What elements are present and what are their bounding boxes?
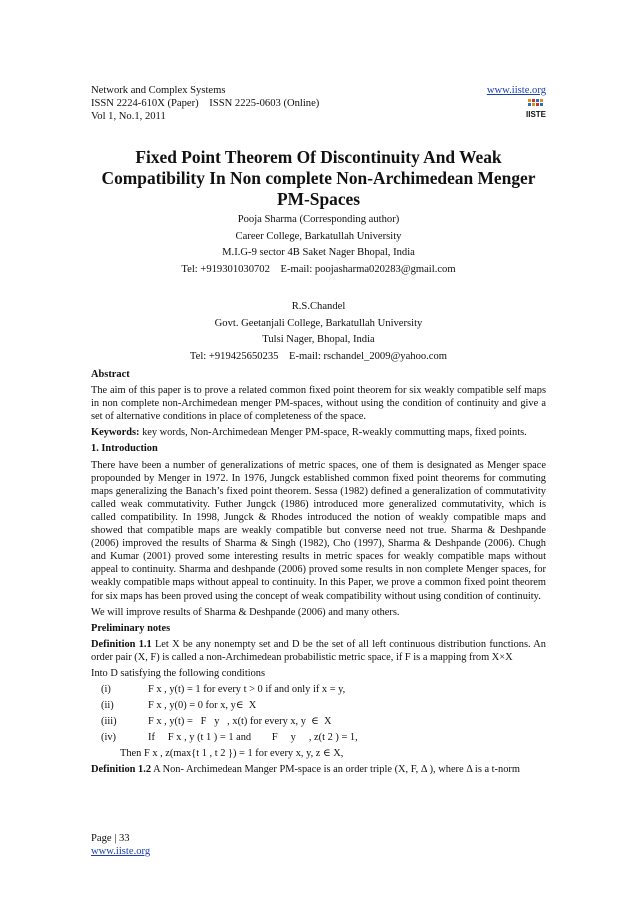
- footer-website-link[interactable]: www.iiste.org: [91, 846, 151, 857]
- journal-website-link[interactable]: www.iiste.org: [486, 85, 546, 96]
- definition-1-2-label: Definition 1.2: [91, 764, 152, 776]
- condition-text: F x , y(0) = 0 for x, y∈ X: [148, 700, 257, 712]
- author-1-block: [91, 213, 546, 279]
- preliminary-heading: Preliminary notes: [91, 622, 171, 634]
- keywords-label: Keywords:: [91, 427, 140, 439]
- condition-text: If F x , y (t 1 ) = 1 and F y , z(t 2 ) = 1,: [148, 732, 358, 744]
- into-line: Into D satisfying the following conditions: [91, 667, 266, 679]
- title-line-1: Fixed Point Theorem Of Discontinuity And Weak: [135, 147, 502, 167]
- page-number: Page | 33: [91, 833, 130, 844]
- keywords-line: [91, 426, 546, 439]
- condition-row: [91, 731, 546, 747]
- condition-number: (ii): [101, 700, 114, 712]
- journal-header: [91, 84, 319, 123]
- definition-1-2-text: A Non- Archimedean Manger PM-space is an order triple (X, F, Δ ), where Δ is a t-norm: [151, 764, 520, 776]
- condition-number: (iii): [101, 716, 117, 728]
- condition-number: (i): [101, 684, 111, 696]
- condition-row: [91, 683, 546, 699]
- then-row: [91, 747, 546, 763]
- introduction-heading: 1. Introduction: [91, 443, 158, 455]
- author-2-contact: Tel: +919425650235 E-mail: rschandel_2009@yahoo.com: [189, 350, 448, 362]
- condition-text: F x , y(t) = 1 for every t > 0 if and only if x = y,: [148, 684, 346, 696]
- author-2-block: [91, 300, 546, 366]
- svg-text:IISTE: IISTE: [525, 110, 547, 119]
- then-line: Then F x , z(max{t 1 , t 2 }) = 1 for every x, y, z ∈ X,: [120, 748, 344, 760]
- title-line-3: PM-Spaces: [276, 189, 361, 209]
- condition-number: (iv): [101, 732, 117, 744]
- definition-1-1-label: Definition 1.1: [91, 638, 152, 650]
- introduction-paragraph-2: We will improve results of Sharma & Deshpande (2006) and many others.: [91, 606, 400, 618]
- journal-name: Network and Complex Systems: [91, 85, 226, 96]
- keywords-text: key words, Non-Archimedean Menger PM-space, R-weakly commutting maps, fixed points.: [139, 427, 527, 439]
- definition-1-1-text: Let X be any nonempty set and D be the set of all left continuous distribution functions. An order pair (X, F) is called a non-Archimedean probabilistic metric space, if F is a mapping from X×X: [91, 638, 546, 663]
- paper-title: [91, 147, 546, 210]
- author-2-name: R.S.Chandel: [291, 301, 346, 312]
- abstract-text: The aim of this paper is to prove a related common fixed point theorem for six weakly compatible self maps in non complete non-Archimedean menger PM-spaces, without using the condition of continuity and give a set of alternative conditions in place of completeness of the space.: [91, 385, 546, 423]
- page-footer: [91, 832, 150, 858]
- issn-line: ISSN 2224-610X (Paper) ISSN 2225-0603 (Online): [91, 98, 320, 109]
- author-1-affiliation: Career College, Barkatullah University: [235, 230, 402, 242]
- header-right: [487, 84, 546, 97]
- author-1-address: M.I.G-9 sector 4B Saket Nager Bhopal, India: [222, 247, 415, 258]
- title-line-2: Compatibility In Non complete Non-Archimedean Menger: [101, 168, 536, 188]
- author-2-address: Tulsi Nager, Bhopal, India: [262, 334, 375, 345]
- condition-text: F x , y(t) = F y , x(t) for every x, y ∈ X: [148, 716, 332, 728]
- definition-1-2: [91, 763, 546, 776]
- condition-row: [91, 699, 546, 715]
- abstract-heading: Abstract: [91, 369, 130, 380]
- iiste-logo-icon: [527, 98, 545, 120]
- condition-row: [91, 715, 546, 731]
- volume-line: Vol 1, No.1, 2011: [91, 111, 166, 122]
- author-1-name: Pooja Sharma (Corresponding author): [237, 214, 400, 225]
- author-1-contact: Tel: +919301030702 E-mail: poojasharma020283@gmail.com: [181, 263, 456, 275]
- introduction-paragraph-1: There have been a number of generalizations of metric spaces, one of them is designated as Menger space propounded by Menger in 1972. In 1976, Jungck established common fixed point theorems for commuting maps generalizing the Banach’s fixed point theorem. Sessa (1982) defined a generalization of commutativity called weak commutativity. Futher Jungck (1986) introduced more generalized commutativity, which is called compatibility. In 1998, Jungck & Rhodes introduced the notion of weakly compatible maps and showed that compatible maps are weakly compatible but converse need not true. Sharma & Deshpande (2006) improved the results of Sharma & Singh (1982), Cho (1997), Sharma & Deshpande (2006). Chugh and Kumar (2001) proved some interesting results in metric spaces for weakly compatible maps without appeal to continuity. Sharma and deshpande (2006) proved some results in non complete Menger spaces, for weakly compatible maps without appeal to continuity. In this Paper, we prove a common fixed point theorem for six maps has been proved using the concept of weak compatibility without using condition of continuity.: [91, 459, 546, 602]
- definition-1-1: [91, 638, 546, 664]
- author-2-affiliation: Govt. Geetanjali College, Barkatullah University: [214, 317, 423, 329]
- paper-body: [91, 368, 546, 779]
